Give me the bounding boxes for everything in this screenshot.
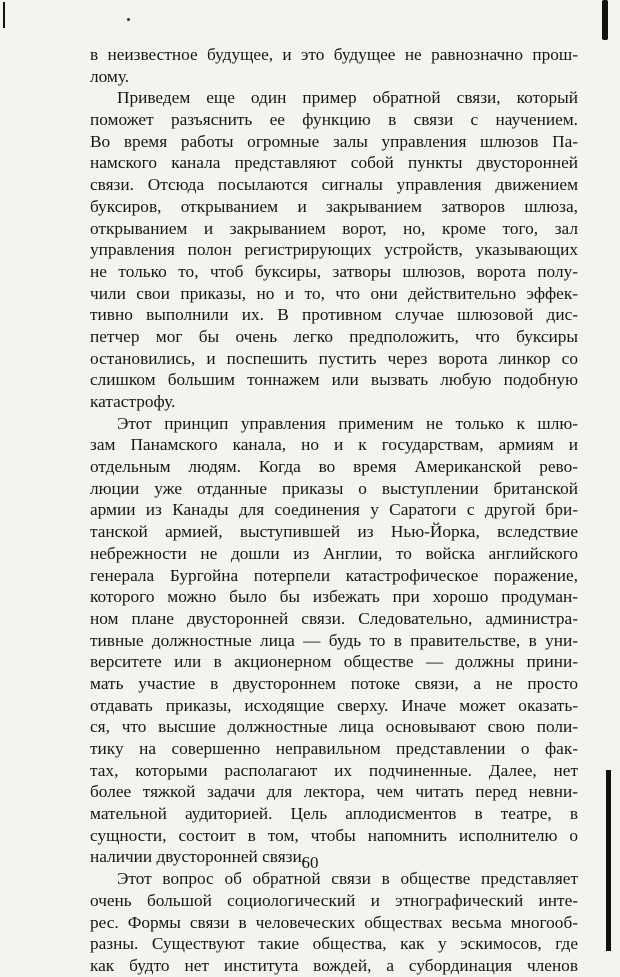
text-line: мательной аудиторией. Цель аплодисментов в театре, в (90, 804, 578, 824)
text-line: управления полон регистрирующих устройств, указывающих (90, 240, 578, 260)
text-line: лому. (90, 66, 130, 86)
text-line: отдельным людям. Когда во время Американской рево- (90, 457, 578, 477)
scan-edge-mark-left (3, 2, 5, 28)
page-number: 60 (301, 853, 319, 872)
text-line: отдавать приказы, исходящие сверху. Иначе может оказать- (90, 695, 578, 715)
text-line: сущности, состоит в том, чтобы напомнить исполнителю о (90, 825, 578, 845)
text-line: тах, которыми располагают их подчиненные. Далее, нет (90, 760, 578, 780)
text-line: ся, что высшие должностные лица основывают свою поли- (90, 717, 578, 737)
text-line: люции уже отданные приказы о выступлении британской (90, 478, 578, 498)
text-line: Этот вопрос об обратной связи в обществе представляет (117, 869, 578, 889)
text-line: ном плане двусторонней связи. Следовательно, админиcтра- (90, 608, 578, 628)
text-line: Во время работы огромные залы управления шлюзов Па- (90, 131, 578, 151)
text-line: тивные должностные лица — будь то в правительстве, в уни- (90, 630, 578, 650)
text-line: тику на совершенно неправильном представлении о фак- (90, 739, 578, 758)
text-line: очень большой социологический и этнографический инте- (90, 890, 578, 910)
text-line: катастрофу. (90, 392, 176, 411)
text-line: буксиров, открыванием и закрыванием затворов шлюза, (90, 196, 578, 216)
body-text (90, 44, 578, 977)
text-line: наличии двусторонней связи. (90, 847, 307, 867)
text-line: в неизвестное будущее, и это будущее не равнозначно прош- (90, 45, 578, 64)
text-line: Приведем еще один пример обратной связи, который (117, 88, 578, 108)
text-line: остановились, и поспешить пустить через ворота линкор со (90, 348, 578, 368)
text-line: зам Панамского канала, но и к государствам, армиям и (90, 435, 578, 455)
text-line: не только то, чтоб буксиры, затворы шлюзов, ворота полу- (90, 261, 578, 281)
text-line: разны. Существуют такие общества, как у эскимосов, где (90, 934, 578, 954)
text-line: Этот принцип управления применим не только к шлю- (117, 413, 578, 433)
text-line: петчер мог бы очень легко предположить, что буксиры (90, 326, 578, 346)
text-line: верситете или в акционерном обществе — должны прини- (90, 652, 578, 672)
text-line: поможет разъяснить ее функцию в связи с научением. (90, 110, 578, 130)
scan-edge-mark-top-right (602, 0, 608, 40)
text-line: более тяжкой задачи для лектора, чем читать перед невни- (90, 782, 578, 802)
text-line: чили свои приказы, но и то, что они действительно эффек- (90, 283, 578, 303)
text-line: намского канала представляют собой пункты двусторонней (90, 153, 578, 173)
text-line: тивно выполнили их. В противном случае шлюзовой дис- (90, 305, 578, 325)
text-line: армии из Канады для соединения у Саратоги с другой бри- (90, 500, 578, 520)
text-line: которого можно было бы избежать при хорошо продуман- (90, 587, 578, 607)
text-line: танской армией, выступившей из Нью-Йорка, вследствие (90, 522, 578, 542)
text-line: как будто нет института вождей, а субординация членов (90, 955, 578, 975)
scan-speck (127, 18, 130, 21)
text-line: мать участие в двустороннем потоке связи, а не просто (90, 673, 578, 693)
text-line: открыванием и закрыванием ворот, но, кроме того, зал (90, 218, 578, 238)
text-line: генерала Бургойна потерпели катастрофическое поражение, (90, 565, 578, 585)
text-line: рес. Формы связи в человеческих обществах весьма многооб- (90, 912, 578, 932)
text-line: небрежности не дошли из Англии, то войска английского (90, 543, 578, 563)
text-line: слишком большим тоннажем или вызвать любую подобную (90, 370, 578, 390)
text-line: связи. Отсюда посылаются сигналы управления движением (90, 175, 578, 195)
